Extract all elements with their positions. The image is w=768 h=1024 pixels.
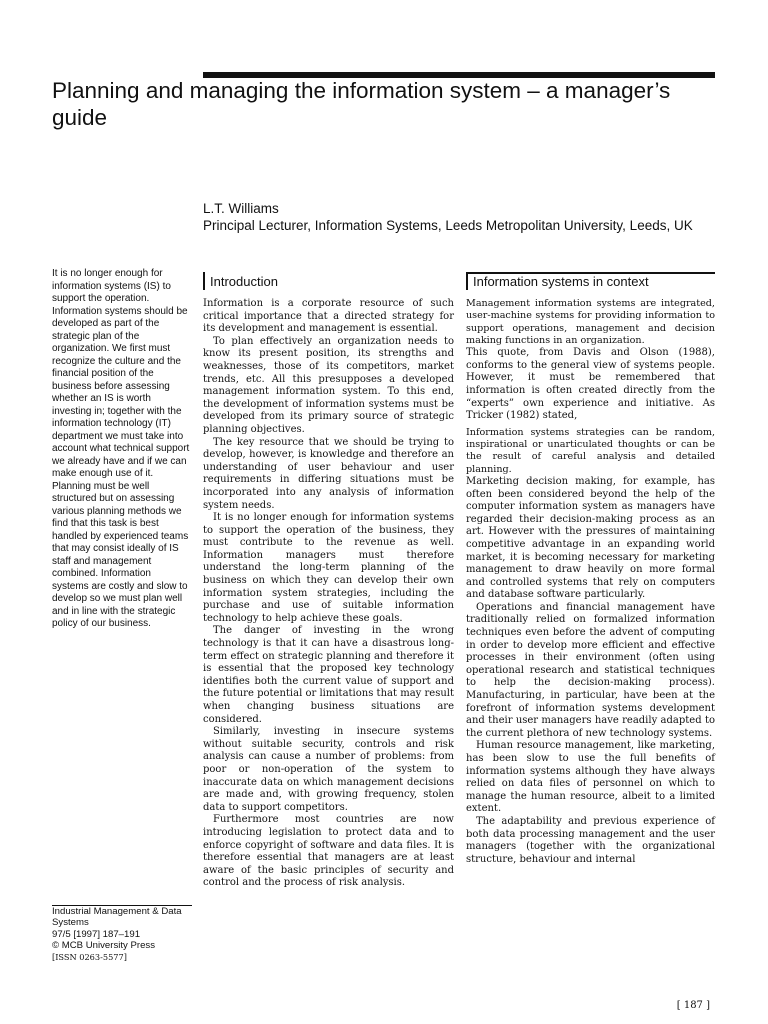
context-paragraph: This quote, from Davis and Olson (1988), conforms to the general view of systems people. However, it must be remembered that information is often created directly from the “experts” own experience and initiative. As Tricker (1982) stated, (466, 347, 715, 422)
section-title: Introduction (210, 274, 278, 289)
article-title: Planning and managing the information system – a manager’s guide (52, 78, 671, 130)
author-name: L.T. Williams (203, 201, 279, 216)
abstract: It is no longer enough for information systems (IS) to support the operation. Information systems should be developed as part of the strategic plan of the organization. We first must recognize the culture and the financial position of the business before assessing whether an IS is worth investing in; together with the information technology (IT) department we must take into account what technical support we already have and if we can make enough use of it. Planning must be well structured but on assessing various planning methods we find that this task is best handled by experienced teams that may consist ideally of IS staff and management combined. Information systems are costly and slow to develop so we must plan well and in line with the strategic policy of our business. (52, 268, 190, 629)
page-number: [ 187 ] (676, 1000, 710, 1011)
section-heading-introduction (203, 272, 454, 290)
block-quote: Management information systems are integrated, user-machine systems for providing information to support operations, management and decision making functions in an organization. (466, 298, 715, 346)
heading-marker (203, 272, 205, 290)
context-paragraph: Human resource management, like marketing, has been slow to use the full benefits of information systems although they have always relied on data files of personnel on which to manage the human resource, albeit to a limited extent. (466, 740, 715, 815)
issn: [ISSN 0263-5577] (52, 951, 127, 962)
block-quote: Information systems strategies can be random, inspirational or unarticulated thoughts or can be the result of careful analysis and detailed planning. (466, 426, 715, 475)
author-affiliation: Principal Lecturer, Information Systems, Leeds Metropolitan University, Leeds, UK (203, 218, 693, 233)
column-left (203, 272, 454, 890)
volume-info: 97/5 [1997] 187–191 (52, 928, 141, 940)
intro-paragraph: Furthermore most countries are now introducing legislation to protect data and to enforce copyright of software and data files. It is therefore essential that managers are at least aware of the basic principles of security and control and the process of risk analysis. (203, 814, 454, 889)
intro-paragraph: Similarly, investing in insecure systems without suitable security, controls and risk analysis can cause a number of problems: from poor or non-operation of the system to inaccurate data on which management decisions are made and, with growing frequency, stolen data to support competitors. (203, 726, 454, 813)
intro-paragraph: It is no longer enough for information systems to support the operation of the business, they must contribute to the revenue as well. Information managers must therefore understand the long-term planning of the business on which they can develop their own information system strategies, including the purchase and use of suitable information technology to help achieve these goals. (203, 512, 454, 624)
journal-name: Industrial Management & Data Systems (52, 906, 182, 929)
context-paragraph: Marketing decision making, for example, has often been considered beyond the help of the computer information system as managers have regarded their decision-making process as an art. However with the pressures of maintaining competitive advantage in an expanding world market, it is becoming necessary for marketing management to draw heavily on more formal and controlled systems that rely on computers and database software particularly. (466, 475, 715, 601)
author-block (203, 200, 723, 234)
intro-paragraph: To plan effectively an organization needs to know its present position, its strengths and weaknesses, those of its competitors, market trends, etc. All this presupposes a developed management information system. To this end, the development of information systems must be developed from its primary source of strategic planning objectives. (203, 335, 454, 435)
context-paragraph: The adaptability and previous experience of both data processing management and the user managers (together with the organizational structure, behaviour and internal (466, 815, 715, 865)
context-paragraph: Operations and financial management have traditionally relied on formalized information techniques even before the advent of computing in order to develop more efficient and effective processes in their environment (often using operational research and statistical techniques to help the decision-making process). Manufacturing, in particular, have been at the forefront of information systems development and their user managers have readily adapted to the current plethora of new technology systems. (466, 601, 715, 739)
intro-paragraph: Information is a corporate resource of such critical importance that a directed strategy for its development and management is essential. (203, 298, 454, 335)
heading-marker (466, 272, 468, 290)
section-heading-context (466, 272, 715, 290)
citation-footer (52, 905, 192, 963)
column-right (466, 272, 715, 866)
intro-paragraph: The key resource that we should be trying to develop, however, is knowledge and therefore an understanding of user behaviour and user requirements in differing situations must be incorporated into any analysis of information system needs. (203, 436, 454, 511)
section-title: Information systems in context (473, 274, 649, 289)
intro-paragraph: The danger of investing in the wrong technology is that it can have a disastrous long-term effect on strategic planning and therefore it is essential that the proposed key technology identifies both the current value of support and the future potential or limitations that may result when changing business situations are considered. (203, 625, 454, 725)
publisher: © MCB University Press (52, 940, 156, 952)
